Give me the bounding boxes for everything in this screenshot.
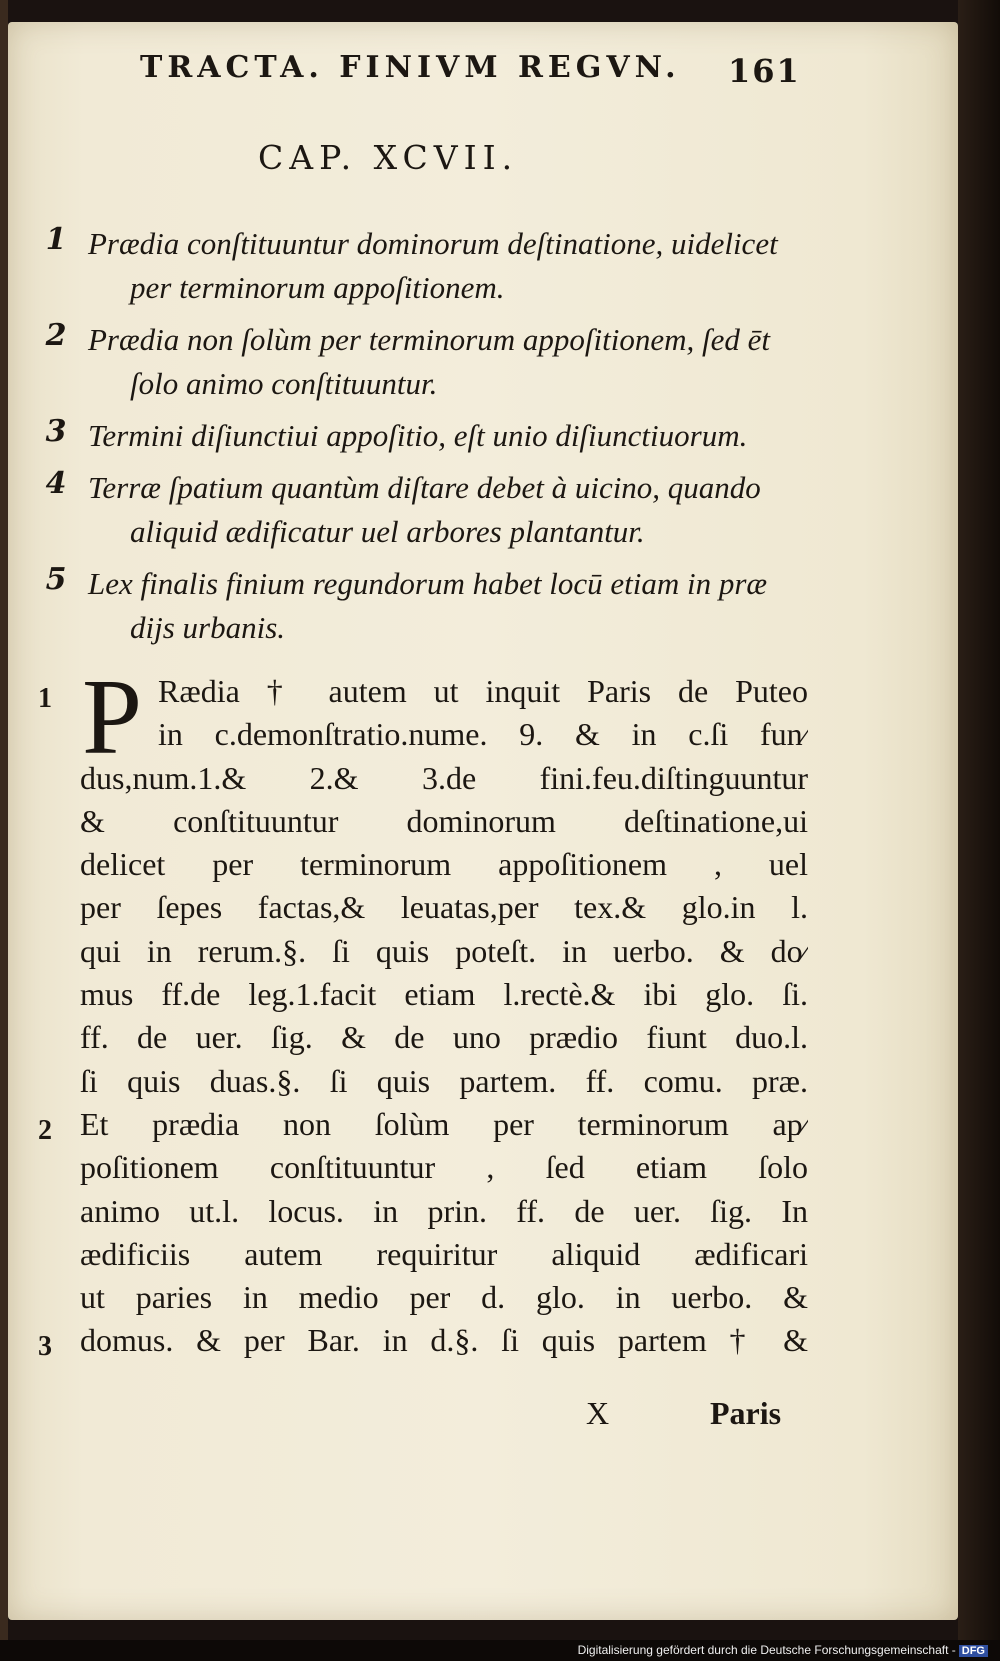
body-line: ut paries in medio per d. glo. in uerbo. & xyxy=(80,1279,808,1316)
summary-item xyxy=(36,318,816,406)
summary-line: Prædia non ſolùm per terminorum appoſitionem, ſed ēt xyxy=(88,322,770,357)
summary-item xyxy=(36,466,816,554)
summary-line: dijs urbanis. xyxy=(130,610,286,645)
body-line: ff. de uer. ſig. & de uno prædio fiunt duo.l. xyxy=(80,1019,808,1056)
footer-credit xyxy=(578,1643,988,1657)
page-edge-shadow xyxy=(958,0,1000,1661)
body-line: mus ff.de leg.1.facit etiam l.rectè.& ibi glo. ſi. xyxy=(80,976,808,1013)
body-line: delicet per terminorum appoſitionem , uel xyxy=(80,846,808,883)
summary-item xyxy=(36,414,816,458)
body-line: poſitionem conſtituuntur , ſed etiam ſolo xyxy=(80,1149,808,1186)
summary-line: Termini diſiunctiui appoſitio, eſt unio diſiunctiuorum. xyxy=(88,418,748,453)
body-line: in c.demonſtratio.nume. 9. & in c.ſi fun⁄ xyxy=(158,716,808,753)
footer-credit-text: Digitalisierung gefördert durch die Deutsche Forschungsgemeinschaft - xyxy=(577,1643,956,1657)
signature-mark: X xyxy=(586,1395,610,1431)
book-binding xyxy=(0,0,8,1661)
running-title: TRACTA. FINIVM REGVN. xyxy=(140,50,681,85)
summary-number: 2 xyxy=(45,318,67,353)
chapter-heading: CAP. XCVII. xyxy=(258,138,519,177)
body-line: animo ut.l. locus. in prin. ff. de uer. ſig. In xyxy=(80,1192,808,1229)
body-line: Et prædia non ſolùm per terminorum ap⁄ xyxy=(80,1105,808,1142)
catchword: Paris xyxy=(710,1395,782,1431)
summary-number: 1 xyxy=(45,222,67,257)
body-line: & conſtituuntur dominorum deſtinatione,ui xyxy=(80,802,808,839)
summary-number: 5 xyxy=(45,562,67,597)
margin-number: 2 xyxy=(38,1115,52,1146)
body-text xyxy=(80,658,808,1363)
summary-item xyxy=(36,222,816,310)
margin-number: 1 xyxy=(38,683,52,714)
body-line: per ſepes factas,& leuatas,per tex.& glo.in l. xyxy=(80,889,808,926)
body-line: qui in rerum.§. ſi quis poteſt. in uerbo. & do⁄ xyxy=(80,932,808,969)
summary-line: Lex finalis finium regundorum habet locū etiam in præ xyxy=(88,566,768,601)
summary-number: 3 xyxy=(45,414,67,449)
summary-line: Terræ ſpatium quantùm diſtare debet à uicino, quando xyxy=(88,470,761,505)
summary-line: aliquid ædificatur uel arbores plantantur. xyxy=(130,514,645,549)
drop-cap: P xyxy=(82,658,143,777)
body-line: domus. & per Bar. in d.§. ſi quis partem † & xyxy=(80,1322,808,1359)
body-line: ædificiis autem requiritur aliquid ædificari xyxy=(80,1235,808,1272)
summary-line: ſolo animo conſtituuntur. xyxy=(130,366,438,401)
dfg-logo: DFG xyxy=(959,1645,988,1657)
body-line: dus,num.1.& 2.& 3.de fini.feu.diſtinguuntur xyxy=(80,759,808,796)
page-number: 161 xyxy=(728,52,801,90)
summary-item xyxy=(36,562,816,650)
summary-line: per terminorum appoſitionem. xyxy=(130,270,505,305)
summary-number: 4 xyxy=(45,466,67,501)
chapter-summary xyxy=(36,222,816,658)
body-line: Rædia † autem ut inquit Paris de Puteo xyxy=(158,673,808,709)
body-line: ſi quis duas.§. ſi quis partem. ff. comu. præ. xyxy=(80,1062,808,1099)
summary-line: Prædia conſtituuntur dominorum deſtinatione, uidelicet xyxy=(88,226,778,261)
margin-number: 3 xyxy=(38,1331,52,1362)
